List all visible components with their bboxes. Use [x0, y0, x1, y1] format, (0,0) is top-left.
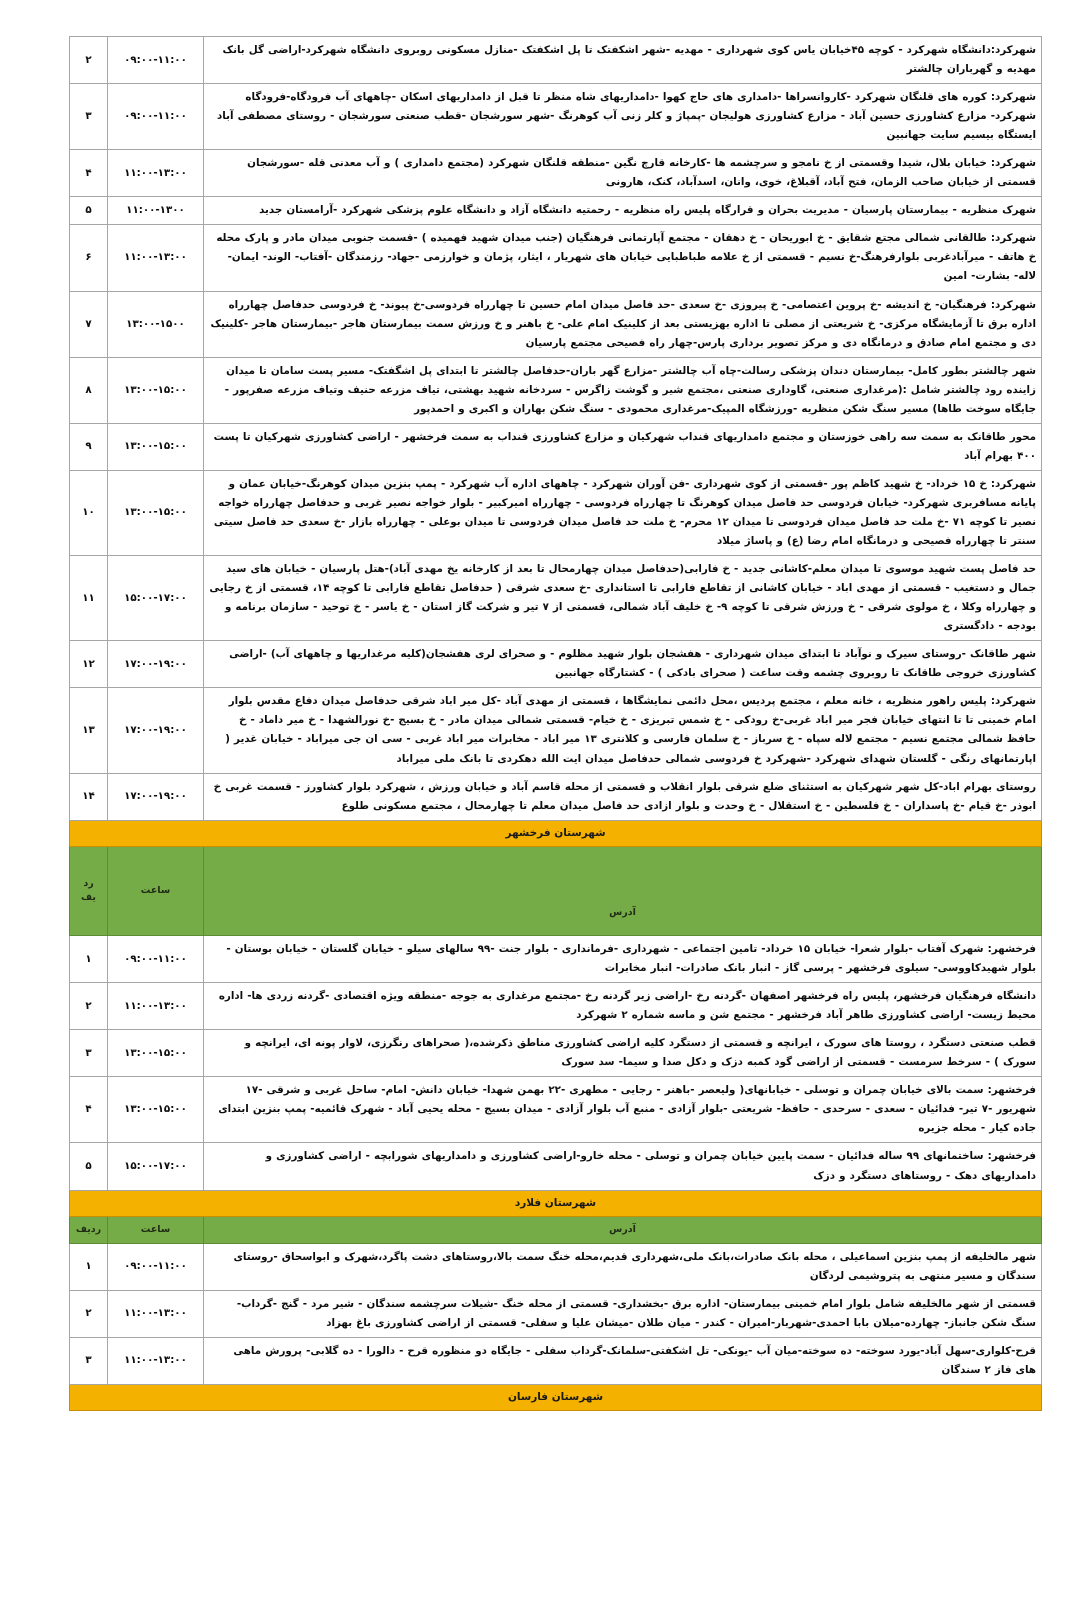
- time-cell: ۰۹:۰۰-۱۱:۰۰: [108, 84, 204, 150]
- address-cell: محور طاقانک به سمت سه راهی خوزستان و مجتمع دامداریهای قنداب شهرکیان و مزارع کشاورزی قنداب به سمت فرخشهر - اراضی کشاورزی شهرکیان تا پست ۴۰۰ بهرام آباد: [204, 423, 1042, 470]
- table-row: [70, 1243, 1042, 1290]
- header-row-number-line2: یف: [81, 892, 96, 904]
- section-banner-falard: [70, 1190, 1042, 1216]
- table-row: [70, 291, 1042, 357]
- row-number-cell: ۲: [70, 983, 108, 1030]
- table-row: [70, 983, 1042, 1030]
- table-row: [70, 37, 1042, 84]
- row-number-cell: ۲: [70, 37, 108, 84]
- header-row-number: [70, 847, 108, 936]
- row-number-cell: ۴: [70, 1077, 108, 1143]
- header-row-number-line1: رد: [83, 877, 94, 889]
- row-number-cell: ۵: [70, 197, 108, 225]
- time-cell: ۱۳:۰۰-۱۵:۰۰: [108, 1030, 204, 1077]
- address-cell: شهرکرد: طالقانی شمالی مجتع شقایق - خ ابوریحان - خ دهقان - مجتمع آپارتمانی فرهنگیان (جنب میدان شهید فهمیده ) -قسمت جنوبی میدان مادر و پارک محله خ هاتف - میرآبادغربی بلوارفرهنگ-خ نسیم - قسمتی از خ علامه طباطبایی خیابان های شهریار ، ایثار، پژمان و خوارزمی -جهاد- رزمندگان -آفتاب- الوند- ایمان- لاله- بشارت- امین: [204, 225, 1042, 291]
- row-number-cell: ۳: [70, 84, 108, 150]
- row-number-cell: ۱۱: [70, 556, 108, 641]
- time-cell: ۱۱:۰۰-۱۳۰۰: [108, 197, 204, 225]
- address-cell: شهرکرد: پلیس راهور منظریه ، خانه معلم ، مجتمع پردیس ،محل دائمی نمایشگاها ، قسمتی از مهدی آباد -کل میر اباد شرقی حدفاصل میدان دفاع مقدس بلوار امام خمینی تا تا انتهای خیابان فجر میر اباد غربی-خ رودکی - خ شمس تبریزی - خ خیام- قسمتی شمالی میدان مادر - خ بسیج -خ نورالشهدا - خ میر داماد - خ حافظ شمالی مجتمع نسیم - مجتمع لاله سپاه - خ سرباز - خ سلمان فارسی و کلانتری ۱۳ میر اباد - مخابرات میر اباد غربی - سی ان جی میراباد - خیابان غدیر ( اپارتمانهای رنگی - گلستان شهدای شهرکرد -شهرکرد خ فردوسی شمالی حدفاصل میدان ایت الله دهکردی تا بانک ملی میراباد: [204, 688, 1042, 773]
- address-cell: شهرکرد:دانشگاه شهرکرد - کوچه ۴۵خیابان یاس کوی شهرداری - مهدیه -شهر اشکفتک تا پل اشکفتک -منازل مسکونی روبروی دانشگاه شهرکرد-اراضی گل بانک مهدیه و گهرباران چالشتر: [204, 37, 1042, 84]
- section-banner-label: شهرستان فرخشهر: [70, 820, 1042, 846]
- time-cell: ۱۳:۰۰-۱۵:۰۰: [108, 1077, 204, 1143]
- time-cell: ۱۳:۰۰-۱۵:۰۰: [108, 470, 204, 555]
- time-cell: ۰۹:۰۰-۱۱:۰۰: [108, 936, 204, 983]
- address-cell: شهرکرد: خیابان بلال، شیدا وقسمتی از خ نامجو و سرچشمه ها -کارخانه قارچ نگین -منطقه قلنگان شهرکرد (مجتمع دامداری ) و آب معدنی قله -سورشجان قسمتی از خیابان صاحب الزمان، فتح آباد، آقبلاغ، خوی، وانان، اسدآباد، کنک، هارونی: [204, 150, 1042, 197]
- section-banner-farsan: [70, 1384, 1042, 1410]
- table-row: [70, 641, 1042, 688]
- section-banner-label: شهرستان فلارد: [70, 1190, 1042, 1216]
- table-row: [70, 225, 1042, 291]
- time-cell: ۱۳:۰۰-۱۵۰۰: [108, 291, 204, 357]
- address-cell: قطب صنعتی دستگرد ، روستا های سورک ، ایرانچه و قسمتی از دستگرد کلیه اراضی کشاورزی مناطق ذکرشده،( صحراهای رنگرزی، لاوار پونه ای، ایرانچه و سورک ) - سرخط سرمست - قسمتی از اراضی گود کمبه دزک و دکل صدا و سیما- سد سورک: [204, 1030, 1042, 1077]
- row-number-cell: ۳: [70, 1337, 108, 1384]
- time-cell: ۱۱:۰۰-۱۳:۰۰: [108, 225, 204, 291]
- table-row: [70, 1143, 1042, 1190]
- table-row: [70, 84, 1042, 150]
- table-row: [70, 470, 1042, 555]
- outage-schedule-table: [69, 36, 1042, 1411]
- time-cell: ۱۱:۰۰-۱۳:۰۰: [108, 150, 204, 197]
- address-cell: شهرک منظریه - بیمارستان پارسیان - مدیریت بحران و قرارگاه پلیس راه منظریه - رحمتیه دانشگاه آزاد و دانشگاه علوم پزشکی شهرکرد -آرامستان جدید: [204, 197, 1042, 225]
- table-body: [70, 37, 1042, 1411]
- section-banner-farrokhshahr: [70, 820, 1042, 846]
- address-cell: فرخشهر: شهرک آفتاب -بلوار شعرا- خیابان ۱۵ خرداد- تامین اجتماعی - شهرداری -فرمانداری - بلوار جنت -۹۹ سالهای سیلو - خیابان گلستان - خیابان بوستان - بلوار شهیدکاووسی- سیلوی فرخشهر - پرسی گاز - انبار بانک صادرات- انبار مخابرات: [204, 936, 1042, 983]
- time-cell: ۱۱:۰۰-۱۳:۰۰: [108, 1290, 204, 1337]
- header-time: ساعت: [108, 847, 204, 936]
- time-cell: ۱۵:۰۰-۱۷:۰۰: [108, 1143, 204, 1190]
- address-cell: فرخشهر: ساختمانهای ۹۹ ساله فدائیان - سمت پایین خیابان چمران و توسلی - محله خارو-اراضی کشاورزی و دامداریهای شورابچه - اراضی کشاورزی و دامداریهای دهک - روستاهای دستگرد و دزک: [204, 1143, 1042, 1190]
- time-cell: ۱۵:۰۰-۱۷:۰۰: [108, 556, 204, 641]
- table-row: [70, 688, 1042, 773]
- row-number-cell: ۸: [70, 357, 108, 423]
- row-number-cell: ۱۲: [70, 641, 108, 688]
- address-cell: شهر مالخلیفه از پمپ بنزین اسماعیلی ، محله بانک صادرات،بانک ملی،شهرداری قدیم،محله خنگ سمت بالا،روستاهای دشت پاگرد،شهرک و ابواسحاق -روستای سندگان و مسیر منتهی به پتروشیمی لردگان: [204, 1243, 1042, 1290]
- table-row: [70, 197, 1042, 225]
- table-row: [70, 556, 1042, 641]
- row-number-cell: ۳: [70, 1030, 108, 1077]
- header-address: آدرس: [204, 1217, 1042, 1244]
- table-row: [70, 1077, 1042, 1143]
- table-row: [70, 1337, 1042, 1384]
- row-number-cell: ۱۰: [70, 470, 108, 555]
- time-cell: ۰۹:۰۰-۱۱:۰۰: [108, 1243, 204, 1290]
- address-cell: قسمتی از شهر مالخلیفه شامل بلوار امام خمینی بیمارستان- اداره برق -بخشداری- قسمتی از محله خنگ -شیلات سرچشمه سندگان - شیر مرد - گنج -گرداب- سنگ شکن جانباز- چهارده-میلان بابا احمدی-شهربار-امیران - کندر - میان طلان -میشان علیا و سفلی- قسمتی از اراضی کشاورزی باغ بهزاد: [204, 1290, 1042, 1337]
- time-cell: ۱۷:۰۰-۱۹:۰۰: [108, 688, 204, 773]
- time-cell: ۰۹:۰۰-۱۱:۰۰: [108, 37, 204, 84]
- time-cell: ۱۱:۰۰-۱۳:۰۰: [108, 1337, 204, 1384]
- row-number-cell: ۱: [70, 936, 108, 983]
- time-cell: ۱۷:۰۰-۱۹:۰۰: [108, 773, 204, 820]
- table-row: [70, 936, 1042, 983]
- address-cell: روستای بهرام اباد-کل شهر شهرکیان به استثنای ضلع شرقی بلوار انقلاب و قسمتی از محله قاسم آباد و خیابان ورزش ، شهرکرد بلوار کشاورز - قسمت غربی خ ابوذر -خ قیام -خ پاسداران - خ فلسطین - خ استقلال - خ وحدت و بلوار ازادی حد فاصل میدان معلم تا چهارمحال ، مجتمع مسکونی طلوع: [204, 773, 1042, 820]
- row-number-cell: ۲: [70, 1290, 108, 1337]
- column-header-row-falard: [70, 1217, 1042, 1244]
- time-cell: ۱۳:۰۰-۱۵:۰۰: [108, 357, 204, 423]
- table-row: [70, 773, 1042, 820]
- header-row-number: ردیف: [70, 1217, 108, 1244]
- table-row: [70, 150, 1042, 197]
- row-number-cell: ۷: [70, 291, 108, 357]
- address-cell: دانشگاه فرهنگیان فرخشهر، پلیس راه فرخشهر اصفهان -گردنه رخ -اراضی زیر گردنه رخ -مجتمع مرغداری به جوجه -منطقه ویژه اقتصادی -گردنه زردی ها- اداره محیط زیست- اراضی کشاورزی طاهر آباد فرخشهر - مجتمع شن و ماسه شماره ۲ شهرکرد: [204, 983, 1042, 1030]
- column-header-row-farrokhshahr: [70, 847, 1042, 936]
- address-cell: شهر چالشتر بطور کامل- بیمارستان دندان پزشکی رسالت-چاه آب چالشتر -مزارع گهر باران-حدفاصل چالشتر تا ابتدای پل اشگفتک- مسیر پست سامان تا میدان زاینده رود چالشتر شامل :(مرغداری صنعتی، گاوداری صنعتی ،مجتمع شیر و گوشت زاگرس - سردخانه شهید بهشتی، تیاف مزرعه حنیف وتیاف مزرعه صفرپور - جایگاه سوخت طاها) مسیر سنگ شکن منظریه -ورزشگاه المپیک-مرغداری محمودی - سنگ شکن بهاران و اکبری و احمدپور: [204, 357, 1042, 423]
- header-address: آدرس: [204, 847, 1042, 936]
- header-time: ساعت: [108, 1217, 204, 1244]
- row-number-cell: ۶: [70, 225, 108, 291]
- row-number-cell: ۴: [70, 150, 108, 197]
- time-cell: ۱۳:۰۰-۱۵:۰۰: [108, 423, 204, 470]
- address-cell: شهرکرد: فرهنگیان- خ اندیشه -خ پروین اعتصامی- خ پیروزی -خ سعدی -حد فاصل میدان امام حسین تا چهارراه فردوسی-خ پیوند- خ فردوسی حدفاصل چهارراه اداره برق تا آزمایشگاه مرکزی- خ شریعتی از مصلی تا اداره بهزیستی بعد از کلینیک امام علی- خ باهنر و خ ورزش سمت بیمارستان هاجر -بیمارستان هاجر -کلینیک دی و مجتمع امام صادق و درمانگاه دی و مرکز تصویر برداری پارس-چهار راه فصیحی مجتمع پارسیان: [204, 291, 1042, 357]
- address-cell: قرح-کلواری-سهل آباد-یورد سوخته- ده سوخته-میان آب -یونکی- تل اشکفتی-سلمانک-گرداب سفلی - جایگاه دو منظوره قرح - دالورا - ده گلابی- پرورش ماهی های فاز ۲ سندگان: [204, 1337, 1042, 1384]
- row-number-cell: ۱: [70, 1243, 108, 1290]
- address-cell: شهر طاقانک -روستای سیرک و نوآباد تا ابتدای میدان شهرداری - هفشجان بلوار شهید مظلوم - و صحرای لری هفشجان(کلیه مرغداریها و چاههای آب) -اراضی کشاورزی خروجی طاقانک تا روبروی چشمه وقت ساعت ( صحرای بادکی ) - کشتارگاه جهانبین: [204, 641, 1042, 688]
- table-row: [70, 1030, 1042, 1077]
- time-cell: ۱۱:۰۰-۱۳:۰۰: [108, 983, 204, 1030]
- row-number-cell: ۹: [70, 423, 108, 470]
- row-number-cell: ۵: [70, 1143, 108, 1190]
- address-cell: شهرکرد: خ ۱۵ خرداد- خ شهید کاظم پور -قسمتی از کوی شهرداری -فن آوران شهرکرد - چاههای اداره آب شهرکرد - پمپ بنزین میدان کوهرنگ-خیابان عمان و پایانه مسافربری شهرکرد- خیابان فردوسی حد فاصل میدان کوهرنگ تا چهارراه فردوسی - چهارراه امیرکبیر - بلوار خواجه نصیر غربی و حدفاصل چهارراه خواجه نصیر تا کوچه ۷۱ -خ ملت حد فاصل میدان فردوسی تا میدان ۱۲ محرم- خ ملت حد فاصل میدان فردوسی تا میدان بوعلی - چهارراه بازار -خ سعدی حد فاصل سیتی سنتر تا چهارراه فصیحی و درمانگاه امام رضا (ع) و پاساژ میلاد: [204, 470, 1042, 555]
- table-row: [70, 1290, 1042, 1337]
- address-cell: حد فاصل پست شهید موسوی تا میدان معلم-کاشانی جدید - خ فارابی(حدفاصل میدان چهارمحال تا بعد از کارخانه یخ مهدی آباد)-هتل پارسیان - خیابان های سید جمال و دستغیب - قسمتی از مهدی اباد - خیابان کاشانی از تقاطع فارابی تا استانداری -خ سعدی شرقی ( حدفاصل تقاطع فارابی تا کوچه ۱۴، قسمتی از خ رجایی و چهارراه وکلا ، خ مولوی شرقی - خ ورزش شرقی تا کوچه ۹- خ خلیف آباد شمالی، قسمتی از ۷ تیر و شرکت گاز استان - خ یاسر - خ توحید - سازمان برنامه و بودجه - دادگستری: [204, 556, 1042, 641]
- time-cell: ۱۷:۰۰-۱۹:۰۰: [108, 641, 204, 688]
- address-cell: فرخشهر: سمت بالای خیابان چمران و توسلی - خیابانهای( ولیعصر -باهنر - رجایی - مطهری -۲۲ بهمن شهدا- خیابان دانش- امام- ساحل غربی و شرقی -۱۷ شهریور -۷ تیر- فدائیان - سعدی - سرحدی - حافظ- شریعتی -بلوار آزادی - منبع آب بلوار آزادی - میدان بسیج - محله یحیی آباد - شهرک قائمیه- پمپ بنزین ابتدای جاده کیار - محله جزیره: [204, 1077, 1042, 1143]
- table-row: [70, 357, 1042, 423]
- table-row: [70, 423, 1042, 470]
- address-cell: شهرکرد: کوره های قلنگان شهرکرد -کاروانسراها -دامداری های حاج کهوا -دامداریهای شاه منظر تا قبل از دامداریهای اسکان -چاههای آب فرودگاه-فرودگاه شهرکرد- مزارع کشاورزی حسین آباد - مزارع کشاورزی هولیجان -پمپاژ و کلر زنی آب کوهرنگ -شهر سورشجان -قطب صنعتی سورشجان - روستای مصطفی آباد ایستگاه بیسیم سایت جهانبین: [204, 84, 1042, 150]
- row-number-cell: ۱۳: [70, 688, 108, 773]
- row-number-cell: ۱۴: [70, 773, 108, 820]
- section-banner-label: شهرستان فارسان: [70, 1384, 1042, 1410]
